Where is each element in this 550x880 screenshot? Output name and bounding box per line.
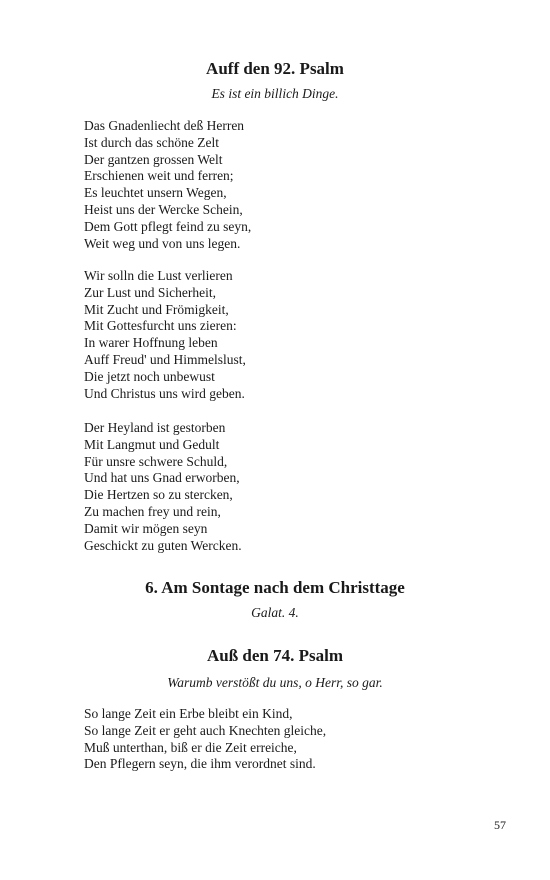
verse-line: Für unsre schwere Schuld, [84,453,228,469]
verse-line: Zu machen frey und rein, [84,503,221,519]
verse-line: So lange Zeit ein Erbe bleibt ein Kind, [84,706,293,721]
verse-line: In warer Hoffnung leben [84,335,218,351]
verse-line: Weit weg und von uns legen. [84,235,241,251]
verse-line: So lange Zeit er geht auch Knechten gleiche, [84,722,327,738]
hymn-title: Auß den 74. Psalm [206,646,344,665]
verse-line: Das Gnadenliecht deß Herren [84,118,245,133]
verse-line: Den Pflegern seyn, die ihm verordnet sind. [84,756,316,772]
verse-line: Muß unterthan, biß er die Zeit erreiche, [84,739,297,755]
verse-line: Mit Langmut und Gedult [84,436,220,452]
verse-line: Und hat uns Gnad erworben, [84,470,240,486]
stanza-2 [84,268,504,402]
verse-line: Mit Gottesfurcht uns zieren: [84,318,237,334]
melody-reference: Warumb verstößt du uns, o Herr, so gar. [167,675,383,690]
sunday-heading: 6. Am Sontage nach dem Christtage [145,578,405,597]
verse-line: Erschienen weit und ferren; [84,168,234,184]
verse-line: Der gantzen grossen Welt [84,151,223,167]
verse-line: Die jetzt noch unbewust [84,368,215,384]
verse-line: Und Christus uns wird geben. [84,385,245,401]
verse-line: Ist durch das schöne Zelt [84,134,219,150]
stanza-3 [84,420,504,554]
verse-line: Heist uns der Wercke Schein, [84,201,243,217]
page-number: 57 [494,818,506,832]
verse-line: Geschickt zu guten Wercken. [84,537,242,553]
hymn-title: Auff den 92. Psalm [206,59,344,78]
stanza-4 [84,706,504,773]
verse-line: Wir solln die Lust verlieren [84,268,233,283]
verse-line: Zur Lust und Sicherheit, [84,284,216,300]
verse-line: Auff Freud' und Himmelslust, [84,351,246,367]
verse-line: Damit wir mögen seyn [84,520,208,536]
melody-reference: Es ist ein billich Dinge. [211,86,339,101]
verse-line: Die Hertzen so zu stercken, [84,487,233,503]
verse-line: Mit Zucht und Frömigkeit, [84,301,229,317]
stanza-1 [84,118,504,252]
verse-line: Dem Gott pflegt feind zu seyn, [84,218,252,234]
verse-line: Es leuchtet unsern Wegen, [84,185,227,201]
verse-line: Der Heyland ist gestorben [84,420,226,435]
scripture-reference: Galat. 4. [251,605,299,620]
